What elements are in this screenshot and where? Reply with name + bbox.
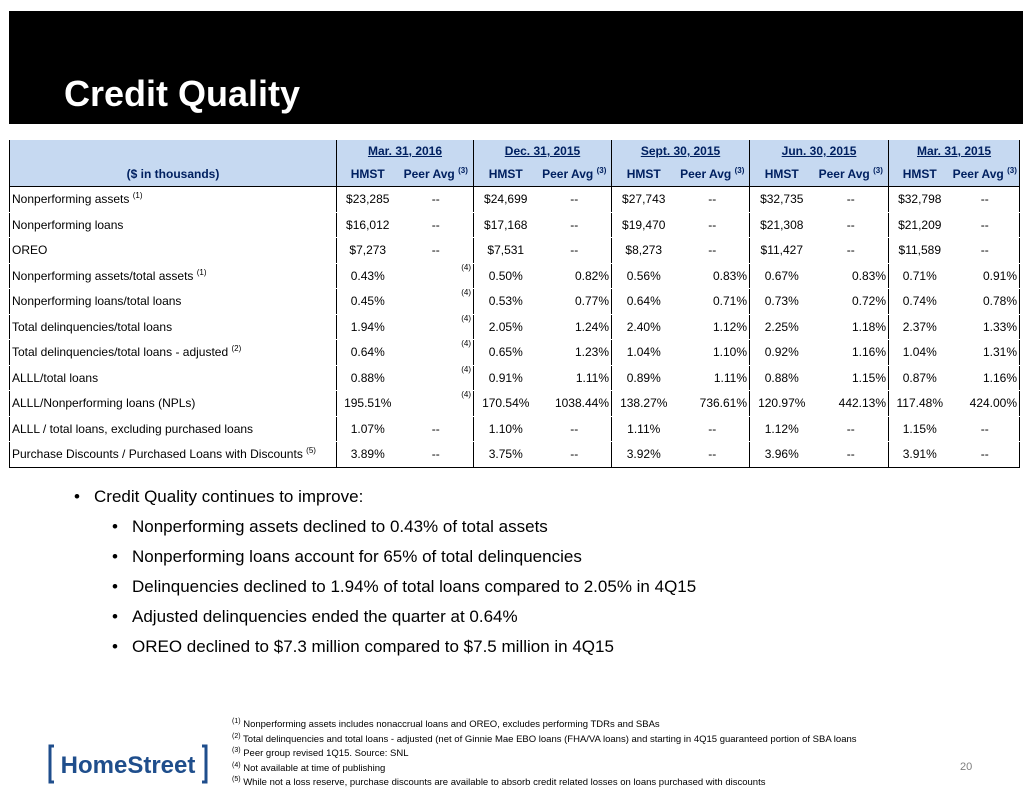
peer-avg-label: Peer Avg bbox=[680, 167, 732, 181]
cell-peer-avg: 1.24% bbox=[538, 314, 612, 340]
cell-peer-avg: 1038.44% bbox=[538, 391, 612, 417]
cell-hmst: $16,012 bbox=[337, 212, 399, 238]
cell-peer-avg bbox=[399, 263, 474, 289]
table-header-columns bbox=[10, 162, 1020, 187]
cell-peer-avg bbox=[399, 340, 474, 366]
footnote-text: Nonperforming assets includes nonaccrual loans and OREO, excludes performing TDRs and SBAs bbox=[243, 719, 660, 730]
footnote-mark: (3) bbox=[458, 166, 468, 175]
cell-hmst: 0.74% bbox=[889, 289, 951, 315]
credit-quality-table-wrap bbox=[9, 140, 1019, 468]
cell-peer-avg: -- bbox=[814, 442, 889, 468]
cell-peer-avg: -- bbox=[538, 442, 612, 468]
cell-hmst: 195.51% bbox=[337, 391, 399, 417]
footnote-mark: (4) bbox=[461, 262, 471, 272]
footnote-mark: (1) bbox=[232, 717, 241, 725]
row-label bbox=[10, 391, 337, 417]
cell-hmst: $32,798 bbox=[889, 187, 951, 213]
col-header-peer-avg bbox=[676, 162, 750, 187]
cell-hmst: 1.12% bbox=[750, 416, 814, 442]
header-blank bbox=[10, 140, 337, 162]
cell-hmst: 3.75% bbox=[474, 442, 538, 468]
sub-bullet: • Nonperforming loans account for 65% of total delinquencies bbox=[112, 542, 696, 572]
cell-peer-avg: 442.13% bbox=[814, 391, 889, 417]
footnote-mark: (4) bbox=[232, 761, 241, 769]
col-header-peer-avg bbox=[399, 162, 474, 187]
cell-hmst: 0.53% bbox=[474, 289, 538, 315]
row-label bbox=[10, 289, 337, 315]
row-label bbox=[10, 212, 337, 238]
bullet-list bbox=[74, 482, 696, 662]
cell-hmst: 138.27% bbox=[612, 391, 676, 417]
cell-peer-avg: -- bbox=[538, 416, 612, 442]
cell-hmst: 0.87% bbox=[889, 365, 951, 391]
row-label bbox=[10, 340, 337, 366]
cell-hmst: 1.11% bbox=[612, 416, 676, 442]
cell-hmst: 0.91% bbox=[474, 365, 538, 391]
period-header: Mar. 31, 2015 bbox=[889, 140, 1020, 162]
cell-peer-avg: 1.33% bbox=[951, 314, 1020, 340]
cell-hmst: 3.89% bbox=[337, 442, 399, 468]
cell-hmst: 0.73% bbox=[750, 289, 814, 315]
footnote-mark: (1) bbox=[132, 191, 143, 201]
cell-peer-avg: -- bbox=[399, 416, 474, 442]
peer-avg-label: Peer Avg bbox=[403, 167, 455, 181]
cell-peer-avg: 0.82% bbox=[538, 263, 612, 289]
footnote-mark: (1) bbox=[196, 267, 207, 277]
cell-hmst: $11,427 bbox=[750, 238, 814, 264]
cell-peer-avg: 0.78% bbox=[951, 289, 1020, 315]
row-label-text: Nonperforming loans bbox=[12, 217, 124, 232]
cell-hmst: $27,743 bbox=[612, 187, 676, 213]
row-label-text: Purchase Discounts / Purchased Loans with Discounts bbox=[12, 447, 303, 462]
cell-hmst: 0.92% bbox=[750, 340, 814, 366]
cell-peer-avg: 424.00% bbox=[951, 391, 1020, 417]
cell-hmst: 0.88% bbox=[750, 365, 814, 391]
footnote-mark: (4) bbox=[461, 390, 471, 399]
cell-hmst: 3.92% bbox=[612, 442, 676, 468]
sub-bullet: • Nonperforming assets declined to 0.43% of total assets bbox=[112, 512, 696, 542]
footnote-text: Total delinquencies and total loans - adjusted (net of Ginnie Mae EBO loans (FHA/VA loans) and starting in 4Q15 guaranteed portion of SBA loans bbox=[243, 733, 857, 745]
cell-peer-avg: -- bbox=[951, 442, 1020, 468]
cell-peer-avg: -- bbox=[538, 187, 612, 213]
row-label-text: Nonperforming assets bbox=[12, 192, 130, 207]
cell-peer-avg: -- bbox=[814, 187, 889, 213]
sub-bullet: • Delinquencies declined to 1.94% of total loans compared to 2.05% in 4Q15 bbox=[112, 572, 696, 602]
footnote-mark: (5) bbox=[232, 775, 241, 783]
cell-hmst: 1.15% bbox=[889, 416, 951, 442]
cell-hmst: $17,168 bbox=[474, 212, 538, 238]
cell-peer-avg: 0.91% bbox=[951, 263, 1020, 289]
row-label bbox=[10, 314, 337, 340]
footnote-mark: (2) bbox=[232, 732, 241, 740]
row-label bbox=[10, 187, 337, 213]
cell-peer-avg: -- bbox=[676, 416, 750, 442]
cell-peer-avg: -- bbox=[814, 212, 889, 238]
col-header-hmst: HMST bbox=[750, 162, 814, 187]
cell-peer-avg bbox=[399, 391, 474, 417]
table-row bbox=[10, 314, 1020, 340]
cell-peer-avg: 0.77% bbox=[538, 289, 612, 315]
row-label bbox=[10, 365, 337, 391]
row-label-text: Nonperforming assets/total assets bbox=[12, 268, 194, 283]
cell-peer-avg: -- bbox=[951, 416, 1020, 442]
cell-peer-avg: -- bbox=[676, 442, 750, 468]
table-row bbox=[10, 442, 1020, 468]
cell-peer-avg: 1.31% bbox=[951, 340, 1020, 366]
logo-text: HomeStreet bbox=[60, 752, 196, 779]
table-row bbox=[10, 238, 1020, 264]
col-header-hmst: HMST bbox=[612, 162, 676, 187]
cell-hmst: 0.43% bbox=[337, 263, 399, 289]
row-label-text: ALLL/total loans bbox=[12, 370, 99, 385]
cell-hmst: $21,209 bbox=[889, 212, 951, 238]
cell-hmst: $8,273 bbox=[612, 238, 676, 264]
cell-hmst: $24,699 bbox=[474, 187, 538, 213]
cell-peer-avg: -- bbox=[951, 238, 1020, 264]
cell-peer-avg: -- bbox=[814, 416, 889, 442]
footnote-mark: (4) bbox=[461, 364, 471, 374]
cell-peer-avg bbox=[399, 365, 474, 391]
cell-hmst: 0.89% bbox=[612, 365, 676, 391]
cell-hmst: $11,589 bbox=[889, 238, 951, 264]
row-label bbox=[10, 416, 337, 442]
credit-quality-table bbox=[9, 140, 1020, 468]
cell-hmst: 0.56% bbox=[612, 263, 676, 289]
cell-peer-avg bbox=[399, 314, 474, 340]
table-row bbox=[10, 416, 1020, 442]
footnote-mark: (4) bbox=[461, 288, 471, 297]
cell-peer-avg: -- bbox=[399, 442, 474, 468]
cell-peer-avg: 1.10% bbox=[676, 340, 750, 366]
cell-peer-avg: -- bbox=[676, 187, 750, 213]
cell-hmst: $23,285 bbox=[337, 187, 399, 213]
sub-bullet: • Adjusted delinquencies ended the quarter at 0.64% bbox=[112, 602, 696, 632]
row-label bbox=[10, 263, 337, 289]
period-header: Mar. 31, 2016 bbox=[337, 140, 474, 162]
cell-hmst: 1.04% bbox=[889, 340, 951, 366]
col-header-hmst: HMST bbox=[474, 162, 538, 187]
footnote-mark: (2) bbox=[231, 344, 242, 354]
cell-hmst: 1.94% bbox=[337, 314, 399, 340]
cell-hmst: 0.64% bbox=[612, 289, 676, 315]
cell-peer-avg: 736.61% bbox=[676, 391, 750, 417]
cell-hmst: 0.64% bbox=[337, 340, 399, 366]
cell-hmst: 170.54% bbox=[474, 391, 538, 417]
cell-hmst: $21,308 bbox=[750, 212, 814, 238]
cell-peer-avg: -- bbox=[538, 238, 612, 264]
table-row bbox=[10, 187, 1020, 213]
row-label-text: Nonperforming loans/total loans bbox=[12, 294, 182, 309]
page-title: Credit Quality bbox=[64, 73, 301, 114]
table-row bbox=[10, 391, 1020, 417]
cell-peer-avg: -- bbox=[814, 238, 889, 264]
footnote bbox=[232, 718, 857, 733]
cell-hmst: $7,273 bbox=[337, 238, 399, 264]
cell-peer-avg: -- bbox=[676, 238, 750, 264]
cell-hmst: 2.37% bbox=[889, 314, 951, 340]
period-header: Jun. 30, 2015 bbox=[750, 140, 889, 162]
footnote bbox=[232, 776, 857, 791]
cell-peer-avg: 1.16% bbox=[814, 340, 889, 366]
cell-hmst: $32,735 bbox=[750, 187, 814, 213]
table-row bbox=[10, 340, 1020, 366]
peer-avg-label: Peer Avg bbox=[818, 167, 870, 181]
col-header-peer-avg bbox=[538, 162, 612, 187]
cell-peer-avg: 1.11% bbox=[538, 365, 612, 391]
cell-hmst: 0.71% bbox=[889, 263, 951, 289]
cell-hmst: 2.05% bbox=[474, 314, 538, 340]
cell-peer-avg: 1.12% bbox=[676, 314, 750, 340]
cell-peer-avg: 0.83% bbox=[676, 263, 750, 289]
col-header-peer-avg bbox=[951, 162, 1020, 187]
homestreet-logo bbox=[48, 744, 208, 784]
cell-peer-avg bbox=[399, 289, 474, 315]
footnotes bbox=[232, 718, 857, 791]
bullet-main: • Credit Quality continues to improve: bbox=[74, 482, 696, 512]
row-label bbox=[10, 238, 337, 264]
footnote-mark: (4) bbox=[461, 313, 471, 323]
cell-peer-avg: -- bbox=[951, 187, 1020, 213]
table-row bbox=[10, 212, 1020, 238]
period-header: Sept. 30, 2015 bbox=[612, 140, 750, 162]
page-number: 20 bbox=[960, 761, 973, 773]
cell-hmst: 117.48% bbox=[889, 391, 951, 417]
cell-hmst: $7,531 bbox=[474, 238, 538, 264]
cell-peer-avg: 1.18% bbox=[814, 314, 889, 340]
period-header: Dec. 31, 2015 bbox=[474, 140, 612, 162]
cell-peer-avg: 0.83% bbox=[814, 263, 889, 289]
cell-hmst: 3.91% bbox=[889, 442, 951, 468]
footnote bbox=[232, 733, 857, 748]
footnote-text: Peer group revised 1Q15. Source: SNL bbox=[243, 748, 409, 759]
cell-hmst: 1.04% bbox=[612, 340, 676, 366]
cell-peer-avg: 1.23% bbox=[538, 340, 612, 366]
table-body bbox=[10, 187, 1020, 468]
footnote-mark: (3) bbox=[596, 166, 607, 175]
cell-hmst: 0.88% bbox=[337, 365, 399, 391]
footnote-mark: (4) bbox=[461, 339, 471, 348]
col-header-hmst: HMST bbox=[337, 162, 399, 187]
row-label-text: Total delinquencies/total loans bbox=[12, 319, 173, 334]
cell-hmst: 0.67% bbox=[750, 263, 814, 289]
cell-peer-avg: -- bbox=[538, 212, 612, 238]
cell-hmst: $19,470 bbox=[612, 212, 676, 238]
cell-hmst: 0.50% bbox=[474, 263, 538, 289]
cell-hmst: 3.96% bbox=[750, 442, 814, 468]
row-label-text: OREO bbox=[12, 243, 48, 258]
cell-peer-avg: 1.16% bbox=[951, 365, 1020, 391]
col-header-hmst: HMST bbox=[889, 162, 951, 187]
cell-hmst: 0.65% bbox=[474, 340, 538, 366]
cell-hmst: 2.25% bbox=[750, 314, 814, 340]
table-row bbox=[10, 365, 1020, 391]
sub-bullet-list bbox=[74, 512, 696, 662]
row-label-text: Total delinquencies/total loans - adjusted bbox=[12, 345, 229, 360]
table-row bbox=[10, 263, 1020, 289]
units-header: ($ in thousands) bbox=[10, 162, 337, 187]
footnote-text: While not a loss reserve, purchase discounts are available to absorb credit related losses on loans purchased with discounts bbox=[243, 777, 766, 788]
cell-peer-avg: -- bbox=[951, 212, 1020, 238]
col-header-peer-avg bbox=[814, 162, 889, 187]
cell-hmst: 2.40% bbox=[612, 314, 676, 340]
cell-peer-avg: -- bbox=[399, 238, 474, 264]
footnote bbox=[232, 762, 857, 777]
cell-hmst: 120.97% bbox=[750, 391, 814, 417]
footnote-mark: (3) bbox=[232, 746, 241, 754]
cell-hmst: 1.07% bbox=[337, 416, 399, 442]
footnote-mark: (5) bbox=[306, 446, 316, 456]
cell-peer-avg: 1.11% bbox=[676, 365, 750, 391]
row-label-text: ALLL/Nonperforming loans (NPLs) bbox=[12, 396, 196, 411]
cell-peer-avg: -- bbox=[399, 187, 474, 213]
peer-avg-label: Peer Avg bbox=[952, 167, 1004, 181]
footnote-mark: (3) bbox=[1007, 166, 1017, 175]
cell-peer-avg: 1.15% bbox=[814, 365, 889, 391]
peer-avg-label: Peer Avg bbox=[542, 167, 594, 181]
row-label-text: ALLL / total loans, excluding purchased loans bbox=[12, 421, 254, 436]
row-label bbox=[10, 442, 337, 468]
table-row bbox=[10, 289, 1020, 315]
cell-hmst: 0.45% bbox=[337, 289, 399, 315]
sub-bullet: • OREO declined to $7.3 million compared to $7.5 million in 4Q15 bbox=[112, 632, 696, 662]
cell-peer-avg: -- bbox=[399, 212, 474, 238]
footnote bbox=[232, 747, 857, 762]
footnote-text: Not available at time of publishing bbox=[243, 762, 386, 774]
footnote-mark: (3) bbox=[734, 166, 745, 175]
table-header-periods bbox=[10, 140, 1020, 162]
cell-peer-avg: 0.72% bbox=[814, 289, 889, 315]
footnote-mark: (3) bbox=[873, 166, 883, 175]
cell-peer-avg: -- bbox=[676, 212, 750, 238]
cell-peer-avg: 0.71% bbox=[676, 289, 750, 315]
cell-hmst: 1.10% bbox=[474, 416, 538, 442]
